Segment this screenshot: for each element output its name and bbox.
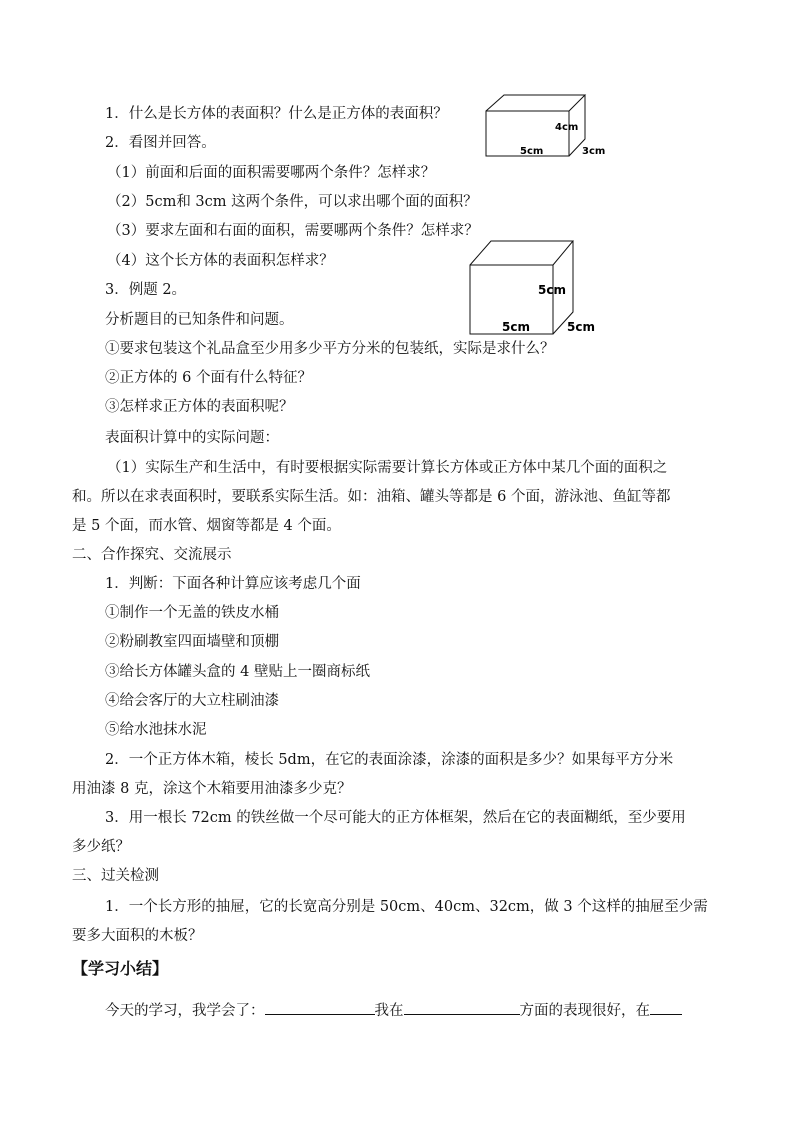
summary-text-1: 今天的学习，我学会了：	[105, 1003, 265, 1019]
cuboid-width-label: 3cm	[582, 146, 606, 157]
section-2-heading: 二、合作探究、交流展示	[72, 547, 232, 563]
summary-line	[105, 998, 682, 1021]
cuboid-figure	[480, 92, 610, 164]
cube-top-face	[470, 241, 573, 265]
question-1: 1．什么是长方体的表面积？什么是正方体的表面积？	[105, 106, 448, 122]
judge-item-2: ②粉刷教室四面墙壁和顶棚	[105, 634, 279, 650]
cube-width-label: 5cm	[567, 320, 595, 334]
cube-height-label: 5cm	[538, 283, 566, 297]
practical-para-line-1: （1）实际生产和生活中，有时要根据实际需要计算长方体或正方体中某几个面的面积之	[107, 460, 668, 476]
exercise-3-line-2: 多少纸？	[72, 839, 130, 855]
summary-heading: 【学习小结】	[72, 959, 169, 978]
cube-length-label: 5cm	[502, 320, 530, 334]
judge-item-4: ④给会客厅的大立柱刷油漆	[105, 693, 279, 709]
judge-title: 1．判断：下面各种计算应该考虑几个面	[105, 576, 361, 592]
question-2: 2．看图并回答。	[105, 135, 216, 151]
section-3-heading: 三、过关检测	[72, 868, 159, 884]
summary-text-3: 方面的表现很好，在	[519, 1003, 650, 1019]
summary-blank-2[interactable]	[404, 998, 520, 1015]
summary-blank-1[interactable]	[265, 998, 375, 1015]
question-2-2: （2）5cm和 3cm 这两个条件，可以求出哪个面的面积？	[107, 194, 478, 210]
condition-3: ③怎样求正方体的表面积呢？	[105, 399, 294, 415]
cuboid-height-label: 4cm	[555, 122, 579, 133]
summary-blank-3[interactable]	[650, 998, 682, 1015]
condition-1: ①要求包装这个礼品盒至少用多少平方分米的包装纸，实际是求什么？	[105, 341, 555, 357]
cuboid-length-label: 5cm	[520, 146, 544, 157]
exercise-2-line-1: 2．一个正方体木箱，棱长 5dm，在它的表面涂漆，涂漆的面积是多少？如果每平方分米	[105, 752, 674, 768]
practical-para-line-2: 和。所以在求表面积时，要联系实际生活。如：油箱、罐头等都是 6 个面，游泳池、鱼缸等都	[72, 489, 671, 505]
cuboid-top-face	[486, 95, 585, 111]
check-line-1: 1．一个长方形的抽屉，它的长宽高分别是 50cm、40cm、32cm，做 3 个这样的抽屉至少需	[105, 899, 708, 915]
practical-title: 表面积计算中的实际问题：	[105, 430, 279, 446]
analyze-line: 分析题目的已知条件和问题。	[105, 312, 294, 328]
exercise-3-line-1: 3．用一根长 72cm 的铁丝做一个尽可能大的正方体框架，然后在它的表面糊纸，至少要用	[105, 810, 686, 826]
question-2-3: （3）要求左面和右面的面积，需要哪两个条件？怎样求？	[107, 223, 479, 239]
exercise-2-line-2: 用油漆 8 克，涂这个木箱要用油漆多少克？	[72, 781, 352, 797]
judge-item-3: ③给长方体罐头盒的 4 壁贴上一圈商标纸	[105, 664, 370, 680]
condition-2: ②正方体的 6 个面有什么特征？	[105, 370, 312, 386]
judge-item-1: ①制作一个无盖的铁皮水桶	[105, 605, 279, 621]
cube-figure	[466, 236, 596, 340]
question-3: 3．例题 2。	[105, 282, 187, 298]
judge-item-5: ⑤给水池抹水泥	[105, 722, 207, 738]
summary-text-2: 我在	[374, 1003, 404, 1019]
question-2-4: （4）这个长方体的表面积怎样求？	[107, 253, 334, 269]
question-2-1: （1）前面和后面的面积需要哪两个条件？怎样求？	[107, 165, 436, 181]
practical-para-line-3: 是 5 个面，而水管、烟窗等都是 4 个面。	[72, 518, 341, 534]
check-line-2: 要多大面积的木板？	[72, 928, 203, 944]
